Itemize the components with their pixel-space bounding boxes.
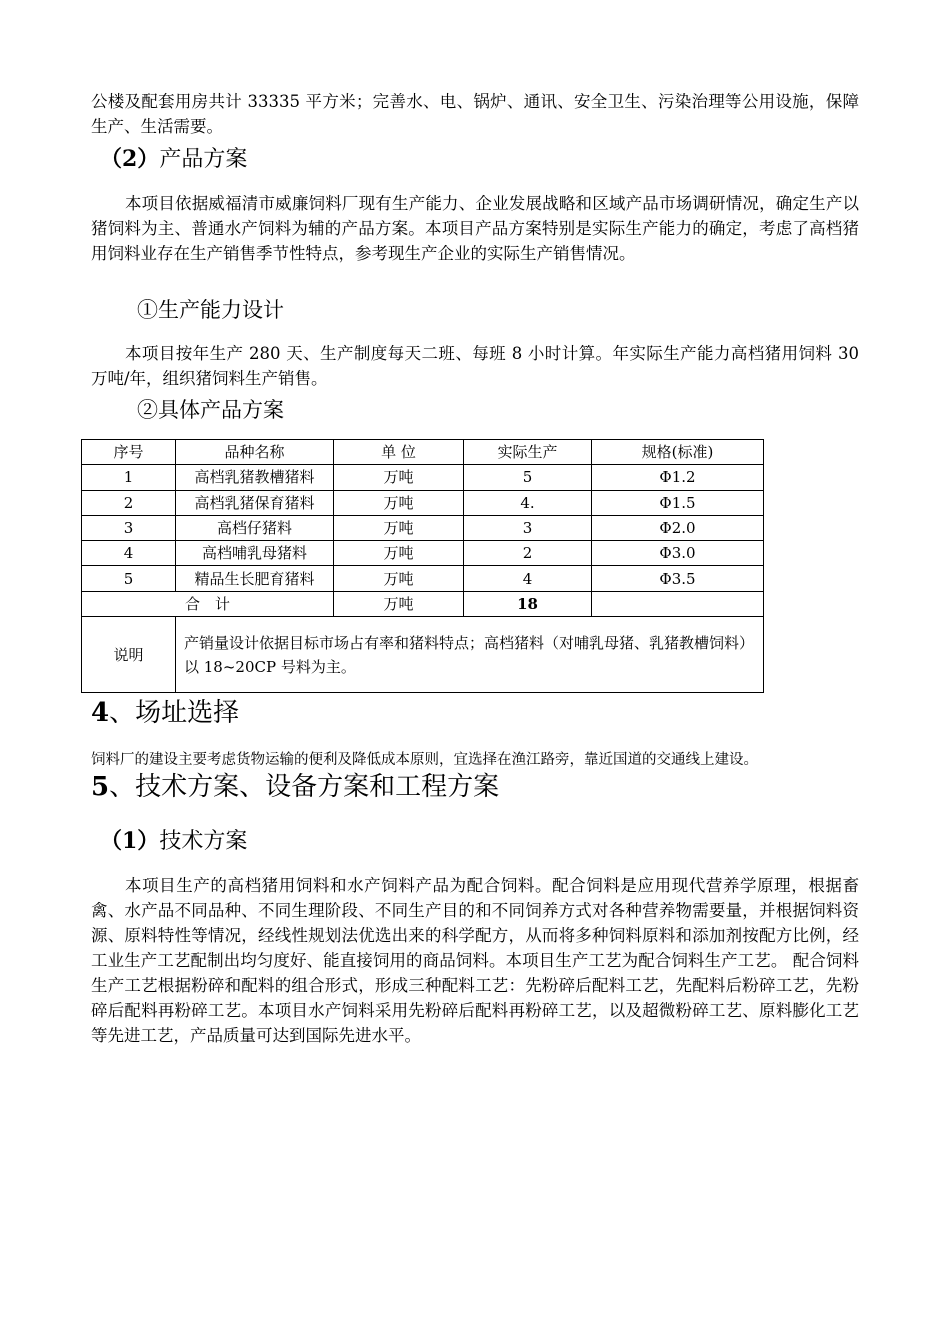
section-5-heading — [91, 771, 499, 803]
section-5-1-title: 技术方案 — [159, 829, 248, 854]
section-5-title: 、技术方案、设备方案和工程方案 — [109, 772, 500, 802]
table-header-row — [82, 440, 764, 465]
table-cell: Φ1.2 — [592, 465, 764, 490]
section-4-heading — [91, 697, 239, 729]
table-cell: 4. — [464, 490, 592, 515]
table-cell: Φ3.5 — [592, 566, 764, 591]
table-cell: 万吨 — [334, 566, 464, 591]
total-unit: 万吨 — [334, 591, 464, 616]
table-row — [82, 566, 764, 591]
section-4-number: 4 — [91, 698, 110, 728]
section-5-1-number: （1） — [100, 828, 160, 854]
table-cell: 2 — [82, 490, 176, 515]
table-cell: 万吨 — [334, 541, 464, 566]
section-5-1-heading — [100, 827, 247, 856]
table-cell: 高档乳猪教槽猪料 — [176, 465, 334, 490]
table-cell: Φ1.5 — [592, 490, 764, 515]
section-2-title: 产品方案 — [159, 147, 248, 172]
header-cell: 品种名称 — [176, 440, 334, 465]
header-cell: 序号 — [82, 440, 176, 465]
table-row — [82, 465, 764, 490]
note-text: 产销量设计依据目标市场占有率和猪料特点；高档猪料（对哺乳母猪、乳猪教槽饲料）以 18~20CP 号料为主。 — [176, 617, 764, 693]
table-row — [82, 515, 764, 540]
table-row — [82, 490, 764, 515]
table-cell: 2 — [464, 541, 592, 566]
subsection-product-title: ②具体产品方案 — [137, 398, 284, 422]
section-5-1-paragraph: 本项目生产的高档猪用饲料和水产饲料产品为配合饲料。配合饲料是应用现代营养学原理，根据畜禽、水产品不同品种、不同生理阶段、不同生产目的和不同饲养方式对各种营养物需要量，并根据饲料资源、原料特性等情况，经线性规划法优选出来的科学配方，从而将多种饲料原料和添加剂按配方比例，经工业生产工艺配制出均匀度好、能直接饲用的商品饲料。本项目生产工艺为配合饲料生产工艺。 配合饲料生产工艺根据粉碎和配料的组合形式，形成三种配料工艺：先粉碎后配料工艺，先配料后粉碎工艺，先粉碎后配料再粉碎工艺。本项目水产饲料采用先粉碎后配料再粉碎工艺，以及超微粉碎工艺、原料膨化工艺等先进工艺，产品质量可达到国际先进水平。 — [91, 876, 859, 1045]
table-cell: Φ2.0 — [592, 515, 764, 540]
table-cell: 4 — [82, 541, 176, 566]
intro-paragraph: 公楼及配套用房共计 33335 平方米；完善水、电、锅炉、通讯、安全卫生、污染治理等公用设施，保障生产、生活需要。 — [91, 92, 859, 136]
table-note-row — [82, 617, 764, 693]
section-2-heading — [100, 145, 247, 174]
table-cell: 高档仔猪料 — [176, 515, 334, 540]
table-cell: 3 — [82, 515, 176, 540]
section-2-paragraph: 本项目依据威福清市威廉饲料厂现有生产能力、企业发展战略和区域产品市场调研情况，确定生产以猪饲料为主、普通水产饲料为辅的产品方案。本项目产品方案特别是实际生产能力的确定，考虑了高档猪用饲料业存在生产销售季节性特点，参考现生产企业的实际生产销售情况。 — [91, 194, 859, 263]
header-cell: 单 位 — [334, 440, 464, 465]
table-cell: 5 — [82, 566, 176, 591]
product-table — [81, 439, 764, 693]
table-cell: 5 — [464, 465, 592, 490]
total-value: 18 — [464, 591, 592, 616]
table-cell: 高档乳猪保育猪料 — [176, 490, 334, 515]
subsection-capacity-title: ①生产能力设计 — [137, 298, 284, 322]
table-cell: 万吨 — [334, 515, 464, 540]
total-label: 合 计 — [82, 591, 334, 616]
header-cell: 实际生产 — [464, 440, 592, 465]
header-cell: 规格(标准) — [592, 440, 764, 465]
section-2-number: （2） — [100, 146, 160, 172]
table-cell: 万吨 — [334, 465, 464, 490]
table-cell: 精品生长肥育猪料 — [176, 566, 334, 591]
table-total-row — [82, 591, 764, 616]
capacity-paragraph: 本项目按年生产 280 天、生产制度每天二班、每班 8 小时计算。年实际生产能力高档猪用饲料 30 万吨/年，组织猪饲料生产销售。 — [91, 344, 859, 388]
table-cell: 高档哺乳母猪料 — [176, 541, 334, 566]
note-label: 说明 — [82, 617, 176, 693]
table-cell: 1 — [82, 465, 176, 490]
section-5-number: 5 — [91, 772, 110, 802]
table-cell: Φ3.0 — [592, 541, 764, 566]
table-cell: 万吨 — [334, 490, 464, 515]
total-spec — [592, 591, 764, 616]
table-cell: 3 — [464, 515, 592, 540]
table-row — [82, 541, 764, 566]
section-4-title: 、场址选择 — [109, 698, 240, 728]
table-cell: 4 — [464, 566, 592, 591]
section-4-paragraph: 饲料厂的建设主要考虑货物运输的便利及降低成本原则，宜选择在渔江路旁，靠近国道的交通线上建设。 — [91, 752, 758, 768]
